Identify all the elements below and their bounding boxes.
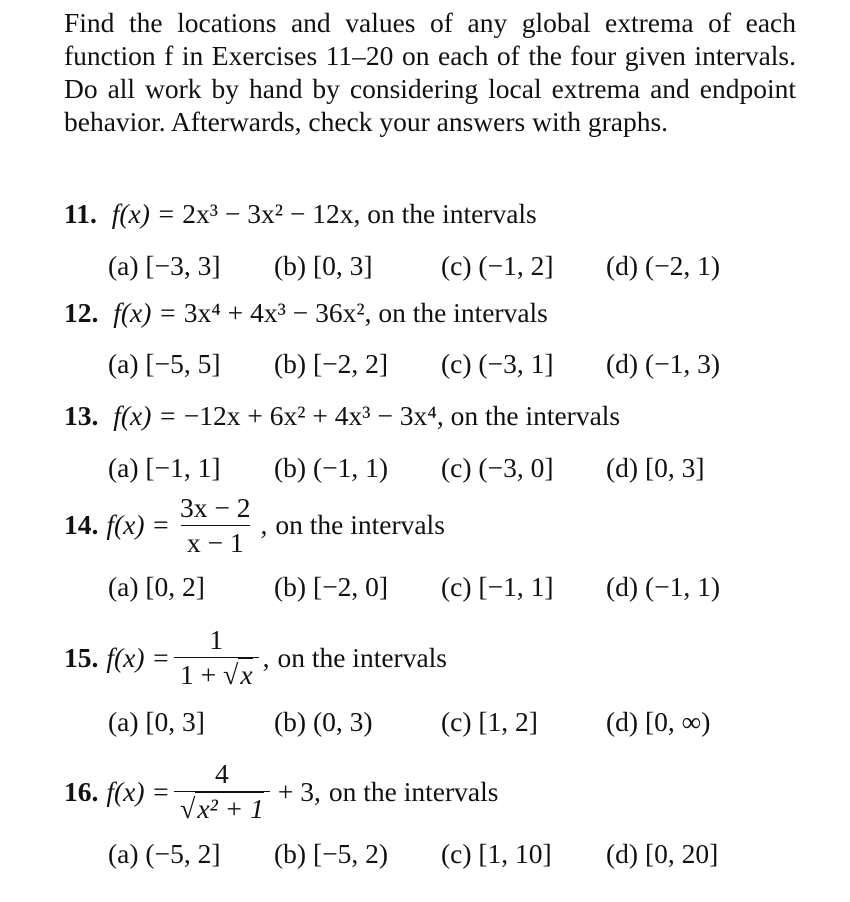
interval-b: (b) [0, 3] xyxy=(274,250,373,281)
intervals-suffix: on the intervals xyxy=(277,642,447,673)
function-expression: 2x³ − 3x² − 12x, xyxy=(182,198,361,229)
problem-number: 14. xyxy=(64,509,99,540)
interval-c: (c) (−1, 2] xyxy=(441,250,554,281)
interval-d: (d) (−1, 3) xyxy=(606,348,721,379)
intervals-suffix: on the intervals xyxy=(275,509,445,540)
problem-11 xyxy=(64,198,537,230)
interval-c: (c) [−1, 1] xyxy=(441,571,554,602)
problem-number: 15. xyxy=(64,642,99,673)
interval-b: (b) (0, 3) xyxy=(274,706,373,737)
problem-14 xyxy=(64,490,445,560)
problem-12-intervals xyxy=(108,348,768,388)
interval-d: (d) (−1, 1) xyxy=(606,571,721,602)
problem-15-intervals xyxy=(108,706,768,746)
interval-b: (b) [−2, 2] xyxy=(274,348,389,379)
problem-number: 16. xyxy=(64,776,99,807)
fraction xyxy=(174,625,259,691)
interval-a: (a) (−5, 2] xyxy=(108,838,221,869)
function-expression: −12x + 6x² + 4x³ − 3x⁴, xyxy=(183,400,444,431)
problem-13-intervals xyxy=(108,452,768,492)
intervals-suffix: on the intervals xyxy=(450,400,621,431)
problem-16 xyxy=(64,754,498,830)
radical-sign-icon: √ xyxy=(179,794,196,825)
instructions-paragraph: Find the locations and values of any global extrema of each function f in Exercises 11–20 on each of the four given intervals. Do all work by hand by considering local extrema and endpoint behavior. Afterwards, check your answers with graphs. xyxy=(64,7,796,137)
interval-d: (d) [0, ∞) xyxy=(606,706,711,737)
fraction-numerator: 1 xyxy=(209,624,224,655)
interval-c: (c) [1, 2] xyxy=(441,706,538,737)
radical-sign-icon: √ xyxy=(222,660,239,691)
interval-c: (c) [1, 10] xyxy=(441,838,552,869)
fraction-denominator xyxy=(174,791,270,825)
fraction-trailing: , xyxy=(260,509,268,540)
fraction-trailing: + 3, xyxy=(277,776,321,807)
problem-11-intervals xyxy=(108,250,768,290)
intervals-suffix: on the intervals xyxy=(328,776,499,807)
interval-d: (d) [0, 20] xyxy=(606,838,719,869)
problem-13 xyxy=(64,400,620,432)
fraction-denominator: x − 1 xyxy=(181,525,250,558)
interval-a: (a) [−5, 5] xyxy=(108,348,221,379)
intervals-suffix: on the intervals xyxy=(378,297,548,328)
function-lhs: f(x) = xyxy=(106,642,170,673)
interval-d: (d) (−2, 1) xyxy=(606,250,721,281)
radicand: x² + 1 xyxy=(197,793,264,824)
interval-d: (d) [0, 3] xyxy=(606,452,705,483)
interval-b: (b) [−5, 2) xyxy=(274,838,389,869)
function-lhs: f(x) = xyxy=(113,297,177,328)
fraction-denominator: 1 + √x xyxy=(174,657,259,691)
function-lhs: f(x) = xyxy=(111,198,176,229)
fraction-numerator: 3x − 2 xyxy=(179,491,251,523)
function-lhs: f(x) = xyxy=(106,776,170,807)
interval-c: (c) (−3, 1] xyxy=(441,348,554,379)
problem-number: 12. xyxy=(64,297,99,328)
interval-a: (a) [0, 3] xyxy=(108,706,205,737)
problem-number: 13. xyxy=(64,400,99,431)
problem-number: 11. xyxy=(64,198,97,229)
interval-a: (a) [−1, 1] xyxy=(108,452,221,483)
fraction-trailing: , xyxy=(262,642,270,673)
interval-a: (a) [0, 2] xyxy=(108,571,205,602)
function-expression: 3x⁴ + 4x³ − 36x², xyxy=(183,297,372,328)
problem-14-intervals xyxy=(108,571,768,611)
intervals-suffix: on the intervals xyxy=(367,198,537,229)
problem-12 xyxy=(64,297,548,329)
fraction-numerator: 4 xyxy=(215,758,229,789)
interval-a: (a) [−3, 3] xyxy=(108,250,221,281)
interval-b: (b) [−2, 0] xyxy=(274,571,389,602)
interval-c: (c) (−3, 0] xyxy=(441,452,554,483)
interval-b: (b) (−1, 1) xyxy=(274,452,389,483)
problem-16-intervals xyxy=(108,838,768,878)
fraction xyxy=(174,759,270,825)
function-lhs: f(x) = xyxy=(113,400,177,431)
radicand: x xyxy=(240,659,253,690)
function-lhs: f(x) = xyxy=(106,509,170,540)
problem-15 xyxy=(64,620,447,696)
fraction xyxy=(174,493,257,558)
